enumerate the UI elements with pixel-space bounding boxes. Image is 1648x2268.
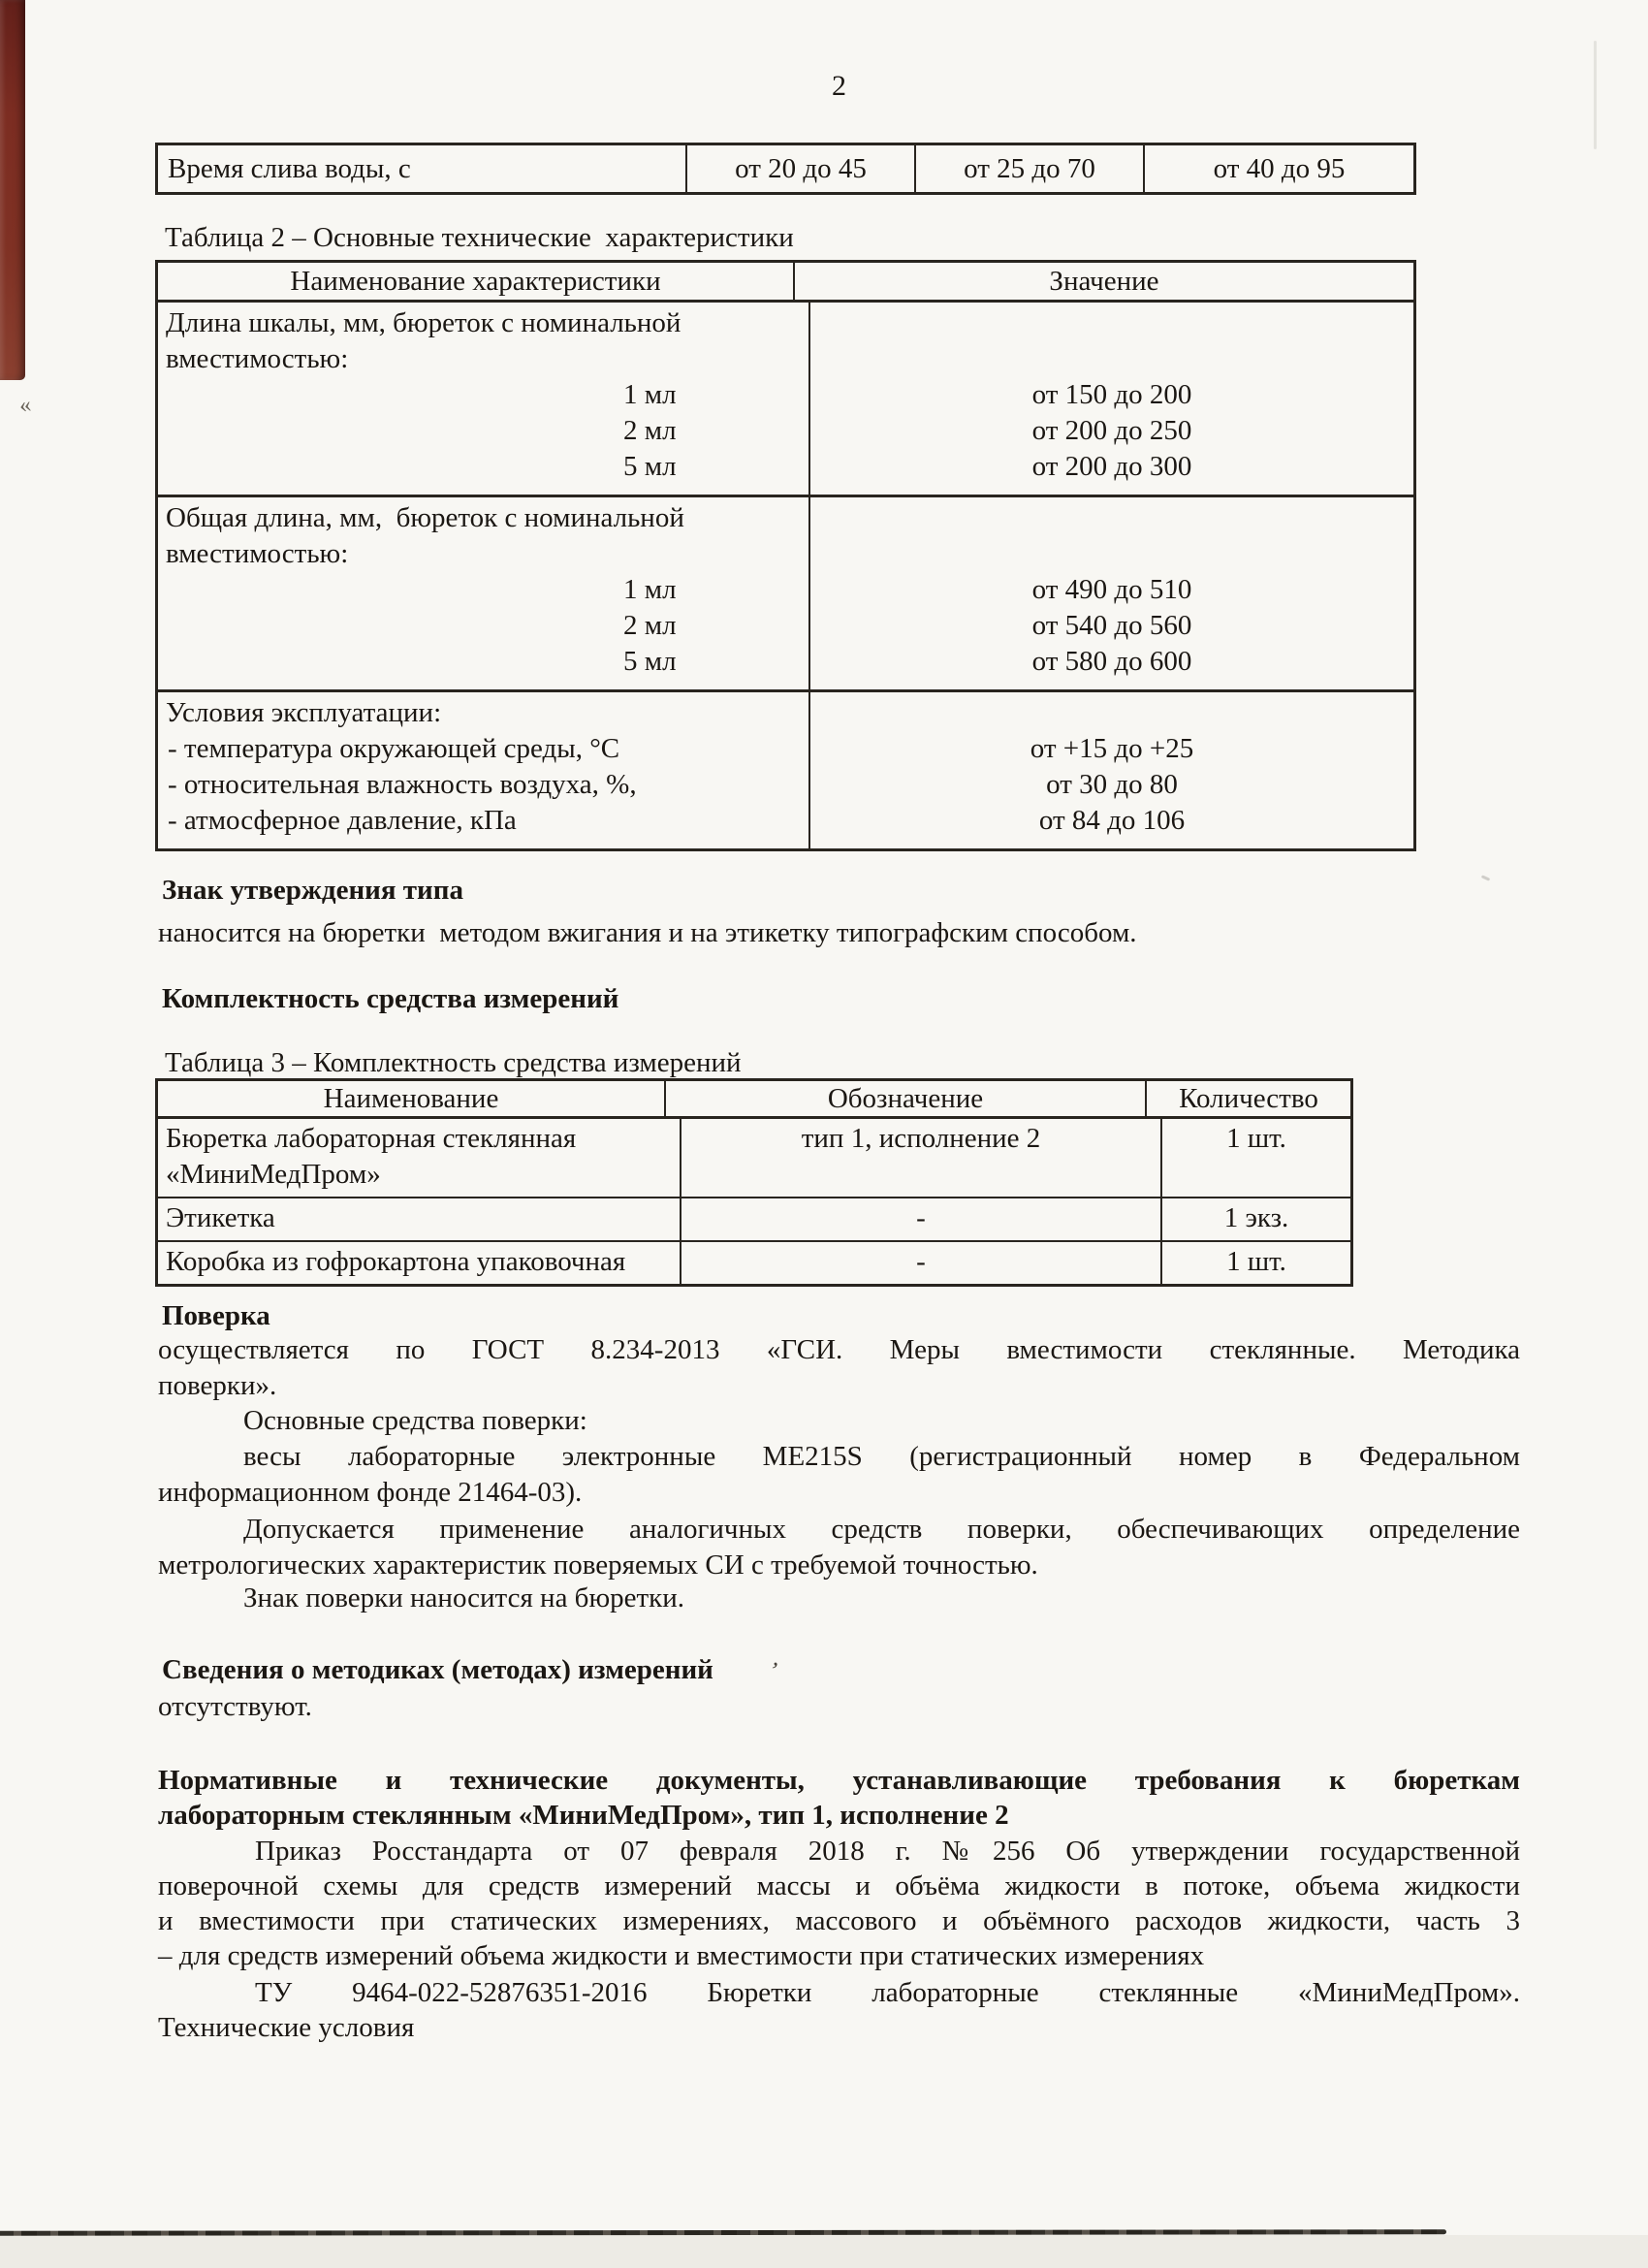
table1-value: от 40 до 95 [1143, 145, 1413, 192]
row-label-line: Длина шкалы, мм, бюреток с номинальной [166, 307, 681, 338]
section-heading-normative [158, 1763, 1520, 1833]
table-technical-characteristics [155, 260, 1416, 851]
item-name-line: Этикетка [166, 1202, 275, 1233]
table3-header-name: Наименование [158, 1081, 666, 1116]
table1-row-label: Время слива воды, с [168, 152, 411, 184]
verification-paragraph: Знак поверки наносится на бюретки. [243, 1582, 685, 1613]
row-subitem: 1 мл [623, 574, 677, 605]
row-value: от 200 до 250 [1031, 415, 1192, 446]
paragraph-line: весы лабораторные электронные ME215S (регистрационный номер в Федеральном [243, 1441, 1520, 1472]
verification-paragraph: Основные средства поверки: [243, 1405, 587, 1436]
section-heading-completeness: Комплектность средства измерений [162, 983, 619, 1014]
row-subitem: 5 мл [623, 451, 677, 482]
pen-tick-artifact: ’ [766, 1657, 781, 1685]
table-row-label [158, 1198, 1350, 1242]
table2-header-name: Наименование характеристики [158, 263, 795, 300]
table-row-total-length [158, 497, 1413, 692]
row-value: от 490 до 510 [1031, 574, 1192, 605]
paragraph-line: Приказ Росстандарта от 07 февраля 2018 г. №256 Об утверждении государственной [255, 1836, 1520, 1867]
paragraph-line: информационном фонде 21464-03). [158, 1477, 583, 1508]
type-approval-body: наносится на бюретки методом вжигания и на этикетку типографским способом. [158, 917, 1137, 948]
item-quantity: 1 шт. [1226, 1246, 1286, 1277]
normative-paragraph [158, 1975, 1520, 2045]
table3-caption: Таблица 3 – Комплектность средства измерений [165, 1047, 742, 1078]
row-label-line: вместимостью: [166, 538, 349, 569]
table-row-operating-conditions [158, 692, 1413, 848]
row-subitem: 1 мл [623, 379, 677, 410]
paragraph-line: Технические условия [158, 2012, 415, 2043]
row-value: от 580 до 600 [1031, 646, 1192, 677]
row-subitem: 5 мл [623, 646, 677, 677]
item-quantity: 1 экз. [1223, 1202, 1289, 1233]
methods-body: отсутствуют. [158, 1691, 312, 1722]
row-label-line: вместимостью: [166, 343, 349, 374]
table-row-scale-length [158, 303, 1413, 497]
item-name-line: Бюретка лабораторная стеклянная [166, 1123, 577, 1154]
scan-streak [1594, 41, 1597, 149]
table-row-box [158, 1242, 1350, 1284]
scan-speck [1481, 875, 1490, 880]
row-value: от 150 до 200 [1031, 379, 1192, 410]
table3-header-row [158, 1081, 1350, 1119]
table-row-burette [158, 1119, 1350, 1198]
section-heading-verification: Поверка [162, 1300, 270, 1331]
table2-header-value: Значение [1049, 265, 1159, 297]
paragraph-line: осуществляется по ГОСТ 8.234-2013 «ГСИ. Меры вместимости стеклянные. Методика [158, 1334, 1520, 1365]
row-label-line: Условия эксплуатации: [166, 697, 442, 728]
row-subitem: - температура окружающей среды, °С [168, 733, 620, 764]
margin-artifact-mark: « [17, 392, 33, 419]
table2-caption: Таблица 2 – Основные технические характеристики [165, 222, 794, 253]
row-subitem: - относительная влажность воздуха, %, [168, 769, 637, 800]
verification-paragraph [158, 1332, 1520, 1404]
paragraph-line: ТУ 9464-022-52876351-2016 Бюретки лабораторные стеклянные «МиниМедПром». [255, 1977, 1520, 2008]
heading-line: Нормативные и технические документы, устанавливающие требования к бюреткам [158, 1765, 1520, 1796]
row-value: от 540 до 560 [1031, 610, 1192, 641]
row-value: от 200 до 300 [1031, 451, 1192, 482]
row-subitem: 2 мл [623, 415, 677, 446]
paragraph-line: поверочной схемы для средств измерений массы и объёма жидкости в потоке, объема жидкости [158, 1870, 1520, 1901]
row-subitem: - атмосферное давление, кПа [168, 805, 517, 836]
heading-line: лабораторным стеклянным «МиниМедПром», тип 1, исполнение 2 [158, 1800, 1009, 1831]
paragraph-line: – для средств измерений объема жидкости и вместимости при статических измерениях [158, 1940, 1205, 1971]
item-name-line: Коробка из гофрокартона упаковочная [166, 1246, 626, 1277]
section-heading-methods [162, 1652, 781, 1689]
table3-header-quantity: Количество [1179, 1082, 1318, 1114]
table1-value: от 20 до 45 [685, 145, 914, 192]
verification-paragraph [158, 1439, 1520, 1511]
scan-bed-shade [0, 2235, 1648, 2268]
item-designation: - [681, 1198, 1162, 1240]
page-number: 2 [832, 70, 846, 102]
item-name-line: «МиниМедПром» [166, 1159, 381, 1190]
paragraph-line: Допускается применение аналогичных средств поверки, обеспечивающих определение [243, 1514, 1520, 1545]
row-value: от +15 до +25 [1030, 733, 1194, 764]
item-designation: тип 1, исполнение 2 [681, 1119, 1162, 1197]
paragraph-line: и вместимости при статических измерениях, массового и объёмного расходов жидкости, часть 3 [158, 1905, 1520, 1936]
row-subitem: 2 мл [623, 610, 677, 641]
paragraph-line: поверки». [158, 1370, 277, 1401]
item-quantity: 1 шт. [1226, 1123, 1286, 1154]
table1-value: от 25 до 70 [914, 145, 1143, 192]
paragraph-line: метрологических характеристик поверяемых СИ с требуемой точностью. [158, 1549, 1038, 1581]
item-designation: - [681, 1242, 1162, 1284]
table-drain-time-row [155, 143, 1416, 195]
verification-paragraph [158, 1512, 1520, 1583]
table-completeness [155, 1078, 1353, 1287]
scan-edge-strip [0, 0, 25, 380]
methods-heading-text: Сведения о методиках (методах) измерений [162, 1654, 713, 1685]
row-value: от 84 до 106 [1038, 805, 1186, 836]
row-label-line: Общая длина, мм, бюреток с номинальной [166, 502, 684, 533]
row-value: от 30 до 80 [1046, 769, 1178, 800]
normative-paragraph [158, 1834, 1520, 1973]
section-heading-type-approval: Знак утверждения типа [162, 875, 463, 906]
table2-header-row [158, 263, 1413, 303]
table3-header-designation: Обозначение [666, 1081, 1147, 1116]
